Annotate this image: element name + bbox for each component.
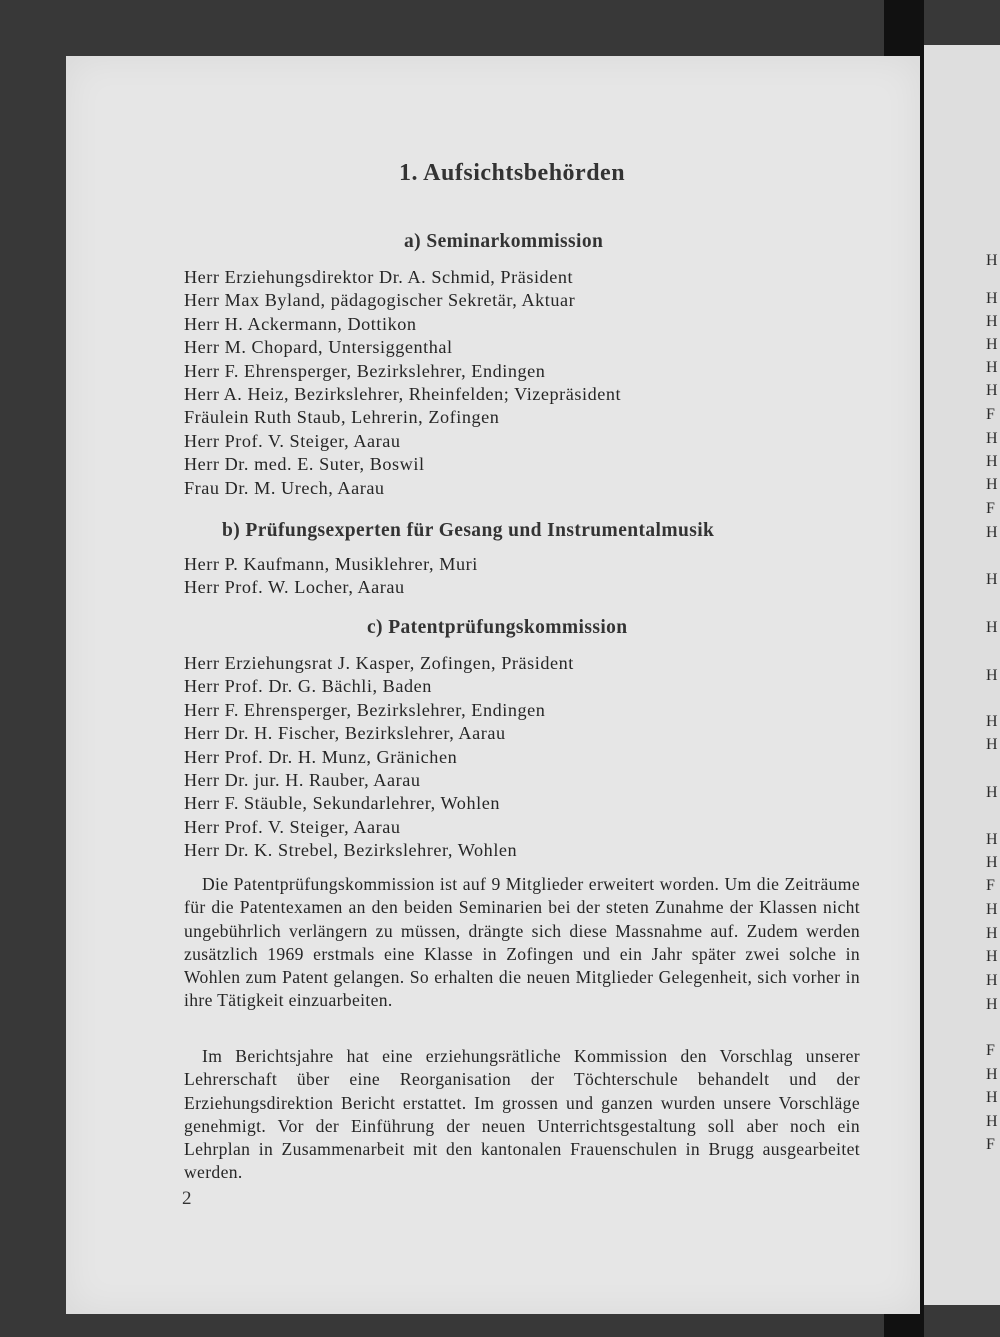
edge-letter: H: [986, 290, 998, 307]
edge-letter: H: [986, 359, 998, 376]
list-item: Frau Dr. M. Urech, Aarau: [184, 477, 385, 498]
page-title: 1. Aufsichtsbehörden: [399, 160, 626, 186]
list-item: Herr Prof. V. Steiger, Aarau: [184, 816, 401, 837]
list-item: Herr Dr. K. Strebel, Bezirkslehrer, Wohlen: [184, 840, 518, 861]
edge-letter: H: [986, 1066, 998, 1083]
list-item: Herr Erziehungsrat J. Kasper, Zofingen, Präsident: [184, 653, 574, 673]
list-item: Herr M. Chopard, Untersiggenthal: [184, 337, 453, 358]
list-item: Herr F. Stäuble, Sekundarlehrer, Wohlen: [184, 793, 500, 814]
list-item: Herr A. Heiz, Bezirkslehrer, Rheinfelden; Vizepräsident: [184, 383, 622, 404]
edge-letter: F: [986, 877, 995, 894]
paragraph-reorganisation: Im Berichtsjahre hat eine erziehungsrätliche Kommission den Vorschlag unserer Lehrerschaft über eine Reorganisation der Töchterschule behandelt und der Erziehungsdirektion Bericht erstattet. Im grossen und ganzen wurden unsere Vorschläge genehmigt. Vor der Einführung der neuen Unterrichtsgestaltung soll aber noch ein Lehrplan in Zusammenarbeit mit den kantonalen Frauenschulen in Brugg ausgearbeitet werden.: [184, 1046, 860, 1183]
adjacent-page-edge: [924, 45, 1000, 1305]
edge-letter: H: [986, 667, 998, 684]
member-list-patentpruefungskommission: [184, 652, 574, 863]
list-item: Herr P. Kaufmann, Musiklehrer, Muri: [184, 554, 478, 574]
edge-letter: H: [986, 996, 998, 1013]
edge-letter: H: [986, 901, 998, 918]
edge-letter: H: [986, 784, 998, 801]
edge-letter: H: [986, 382, 998, 399]
list-item: Herr Dr. med. E. Suter, Boswil: [184, 454, 425, 475]
document-page: [66, 56, 920, 1314]
section-heading-patentpruefungskommission: c) Patentprüfungskommission: [367, 617, 628, 638]
edge-letter: H: [986, 430, 998, 447]
list-item: Herr F. Ehrensperger, Bezirkslehrer, Endingen: [184, 699, 546, 720]
edge-letter: F: [986, 1136, 995, 1153]
list-item: Herr Dr. H. Fischer, Bezirkslehrer, Aarau: [184, 723, 506, 744]
edge-letter: H: [986, 925, 998, 942]
edge-letter: F: [986, 406, 995, 423]
edge-letter: H: [986, 736, 998, 753]
member-list-pruefungsexperten: [184, 553, 478, 600]
edge-letter: H: [986, 831, 998, 848]
list-item: Herr Prof. W. Locher, Aarau: [184, 577, 405, 598]
page-number: 2: [182, 1188, 192, 1209]
edge-letter: H: [986, 571, 998, 588]
list-item: Herr Prof. Dr. H. Munz, Gränichen: [184, 746, 458, 767]
edge-letter: H: [986, 1113, 998, 1130]
paragraph-patentpruefung: Die Patentprüfungskommission ist auf 9 Mitglieder erweitert worden. Um die Zeiträume für die Patentexamen an den beiden Seminarien bei der steten Zunahme der Klassen nicht ungebührlich verlängern zu müssen, drängte sich diese Massnahme auf. Zudem werden zusätzlich 1969 erstmals eine Klasse in Zofingen und ein Jahr später zwei solche in Wohlen zum Patent gelangen. So erhalten die neuen Mitglieder Gelegenheit, sich vorher in ihre Tätigkeit einzuarbeiten.: [184, 874, 860, 1011]
edge-letter: H: [986, 252, 998, 269]
edge-letter: H: [986, 336, 998, 353]
list-item: Herr Prof. V. Steiger, Aarau: [184, 430, 401, 451]
edge-letter: H: [986, 524, 998, 541]
list-item: Fräulein Ruth Staub, Lehrerin, Zofingen: [184, 407, 500, 428]
edge-letter: H: [986, 948, 998, 965]
section-heading-seminarkommission: a) Seminarkommission: [404, 231, 604, 252]
list-item: Herr Max Byland, pädagogischer Sekretär, Aktuar: [184, 290, 576, 311]
edge-letter: H: [986, 453, 998, 470]
edge-letter: F: [986, 1042, 995, 1059]
edge-letter: H: [986, 313, 998, 330]
edge-letter: H: [986, 476, 998, 493]
list-item: Herr Prof. Dr. G. Bächli, Baden: [184, 676, 432, 697]
list-item: Herr Dr. jur. H. Rauber, Aarau: [184, 769, 421, 790]
edge-letter: H: [986, 854, 998, 871]
list-item: Herr F. Ehrensperger, Bezirkslehrer, Endingen: [184, 360, 546, 381]
edge-letter: H: [986, 619, 998, 636]
list-item: Herr H. Ackermann, Dottikon: [184, 313, 417, 334]
section-heading-pruefungsexperten: b) Prüfungsexperten für Gesang und Instrumentalmusik: [222, 520, 715, 541]
edge-letter: H: [986, 1089, 998, 1106]
list-item: Herr Erziehungsdirektor Dr. A. Schmid, Präsident: [184, 267, 574, 287]
edge-letter: H: [986, 713, 998, 730]
edge-letter: H: [986, 972, 998, 989]
member-list-seminarkommission: [184, 266, 621, 500]
edge-letter: F: [986, 500, 995, 517]
